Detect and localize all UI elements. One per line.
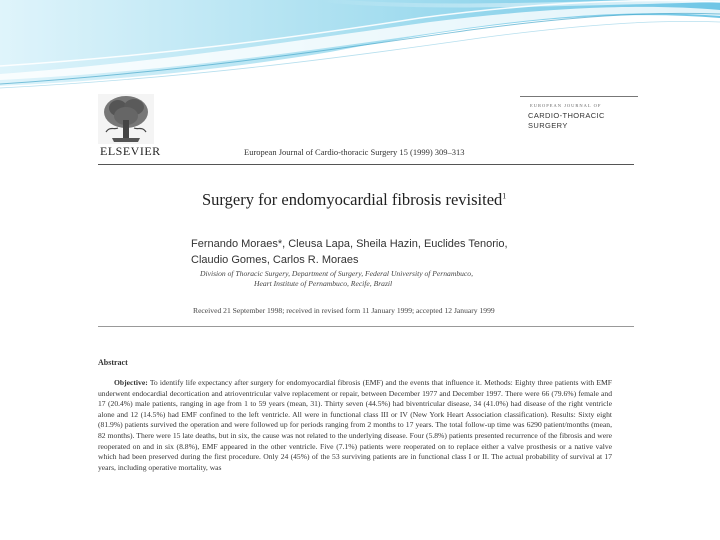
received-dates: Received 21 September 1998; received in revised form 11 January 1999; accepted 12 January 1999 [193,306,495,315]
paper-title-text: Surgery for endomyocardial fibrosis revisited [202,190,503,209]
authors-line: Claudio Gomes, Carlos R. Moraes [191,254,359,266]
affiliation [200,269,540,289]
publisher-name: ELSEVIER [100,144,161,158]
abstract-heading: Abstract [98,358,128,367]
abstract-objective-label: Objective: [114,378,148,387]
header-rule [98,164,634,165]
decorative-banner [0,0,720,90]
title-footnote-marker: 1 [502,191,507,201]
journal-top-line: EUROPEAN JOURNAL OF [530,103,602,108]
author-list [191,236,531,268]
journal-masthead [520,96,638,147]
journal-name-line1: CARDIO-THORACIC [528,111,605,120]
abstract-text: To identify life expectancy after surgery for endomyocardial fibrosis (EMF) and the events that influence it. Methods: Eighty three patients with EMF underwent endocardial decortication and atrioventricular valve replacement or repair, between December 1977 and December 1997. There were 66 (79.6%) female and 17 (20.4%) male patients, ranging in age from 1 to 59 years (mean, 31). Thirty seven (44.5%) had biventricular disease, 34 (41.0%) had disease of the right ventricle alone and 12 (14.5%) had EMF confined to the left ventricle. All were in functional class III or IV (New York Heart Association classification). Results: Sixty eight (81.9%) patients survived the operation and were followed up for periods ranging from 2 months to 17 years. The total follow-up time was 6290 patient/months (mean, 82 months). There were 15 late deaths, but in six, the cause was not related to the underlying disease. Four (5.8%) patients presented recurrence of the fibrosis and were reoperated on and in six (8.8%), EMF appeared in the other ventricle. Five (7.1%) patients were reoperated on to replace either a valve prosthesis or a native valve which had been preserved during the first procedure. Only 24 (45%) of the 53 surviving patients are in functional class I or II. The actual probability of survival at 17 years, including operative mortality, was [98,378,612,472]
authors-line: Fernando Moraes*, Cleusa Lapa, Sheila Hazin, Euclides Tenorio, [191,238,508,250]
paper-page [88,86,644,494]
journal-name-line2: SURGERY [528,121,568,130]
abstract-body [98,378,612,473]
journal-citation: European Journal of Cardio-thoracic Surgery 15 (1999) 309–313 [244,147,465,157]
affiliation-line: Heart Institute of Pernambuco, Recife, Brazil [254,279,393,288]
section-divider [98,326,634,327]
affiliation-line: Division of Thoracic Surgery, Department of Surgery, Federal University of Pernambuco, [200,269,473,278]
paper-title [202,190,506,210]
elsevier-tree-logo [98,94,154,144]
